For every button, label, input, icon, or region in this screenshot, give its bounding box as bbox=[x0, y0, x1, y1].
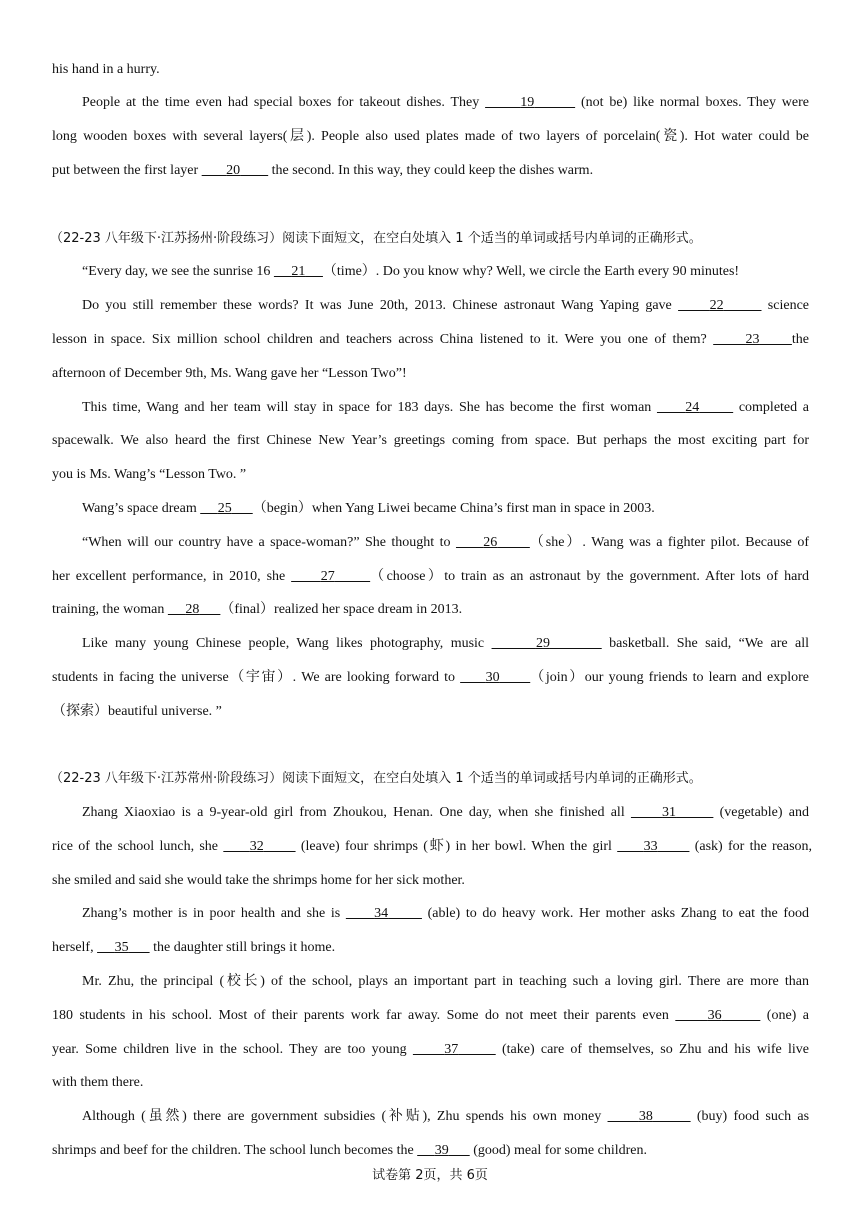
text-line: rice of the school lunch, she 32 (leave) four shrimps (虾) in her bowl. When the girl 33 (ask) for the reason, bbox=[52, 839, 813, 854]
text-line: 180 students in his school. Most of their parents work far away. Some do not meet their parents even 36 (one) a bbox=[52, 1008, 810, 1023]
text-line: his hand in a hurry. bbox=[52, 62, 160, 77]
blank-32: 32 bbox=[249, 839, 264, 854]
text-line: Mr. Zhu, the principal (校长) of the school, plays an important part in teaching such a loving girl. There are more than bbox=[82, 974, 809, 989]
text-line: her excellent performance, in 2010, she 27 （choose）to train as an astronaut by the government. After lots of hard bbox=[52, 569, 810, 584]
text-line: year. Some children live in the school. They are too young 37 (take) care of themselves, so Zhu and his wife live bbox=[52, 1042, 809, 1057]
text-line: students in facing the universe（宇宙）. We are looking forward to 30 （join）our young friends to learn and explore bbox=[52, 670, 809, 685]
text-line: Do you still remember these words? It was June 20th, 2013. Chinese astronaut Wang Yaping gave 22 science bbox=[82, 298, 810, 313]
blank-24: 24 bbox=[685, 400, 700, 415]
blank-26: 26 bbox=[483, 535, 498, 550]
blank-36: 36 bbox=[707, 1008, 722, 1023]
text-line: Wang’s space dream 25 （begin）when Yang Liwei became China’s first man in space in 2003. bbox=[82, 501, 655, 516]
text-line: shrimps and beef for the children. The school lunch becomes the 39 (good) meal for some children. bbox=[52, 1143, 647, 1158]
text-line: （探索）beautiful universe. ” bbox=[52, 704, 222, 719]
blank-27: 27 bbox=[320, 569, 335, 584]
section-heading: （22-23 八年级下·江苏扬州·阶段练习）阅读下面短文，在空白处填入 1 个适当的单词或括号内单词的正确形式。 bbox=[50, 231, 702, 246]
blank-37: 37 bbox=[444, 1042, 459, 1057]
text-line: People at the time even had special boxes for takeout dishes. They 19 (not be) like normal boxes. They were bbox=[82, 95, 810, 110]
blank-21: 21 bbox=[291, 264, 306, 279]
text-line: lesson in space. Six million school children and teachers across China listened to it. Were you one of them? 23 the bbox=[52, 332, 810, 347]
text-line: afternoon of December 9th, Ms. Wang gave her “Lesson Two”! bbox=[52, 366, 407, 381]
text-line: spacewalk. We also heard the first Chinese New Year’s greetings coming from space. But perhaps the most exciting part for bbox=[52, 433, 809, 448]
blank-29: 29 bbox=[535, 636, 550, 651]
blank-38: 38 bbox=[638, 1109, 653, 1124]
text-line: Zhang’s mother is in poor health and she is 34 (able) to do heavy work. Her mother asks Zhang to eat the food bbox=[82, 906, 810, 921]
blank-23: 23 bbox=[745, 332, 760, 347]
text-line: Zhang Xiaoxiao is a 9-year-old girl from Zhoukou, Henan. One day, when she finished all 31 (vegetable) and bbox=[82, 805, 809, 820]
text-line: Like many young Chinese people, Wang likes photography, music 29 basketball. She said, “We are all bbox=[82, 636, 810, 651]
blank-31: 31 bbox=[662, 805, 677, 820]
text-line: Although (虽然) there are government subsidies (补贴), Zhu spends his own money 38 (buy) food such as bbox=[82, 1109, 810, 1124]
blank-34: 34 bbox=[374, 906, 389, 921]
blank-20: 20 bbox=[226, 163, 241, 178]
blank-25: 25 bbox=[217, 501, 232, 516]
text-line: she smiled and said she would take the shrimps home for her sick mother. bbox=[52, 873, 465, 888]
text-line: training, the woman 28 （final）realized her space dream in 2013. bbox=[52, 602, 463, 617]
text-line: “When will our country have a space-woman?” She thought to 26 （she）. Wang was a fighter pilot. Because of bbox=[82, 535, 810, 550]
section-heading: （22-23 八年级下·江苏常州·阶段练习）阅读下面短文，在空白处填入 1 个适当的单词或括号内单词的正确形式。 bbox=[50, 771, 702, 786]
blank-35: 35 bbox=[114, 940, 129, 955]
text-line: long wooden boxes with several layers(层). People also used plates made of two layers of porcelain(瓷). Hot water could be bbox=[52, 129, 809, 144]
text-line: with them there. bbox=[52, 1075, 144, 1090]
blank-28: 28 bbox=[185, 602, 200, 617]
text-line: “Every day, we see the sunrise 16 21 （time）. Do you know why? Well, we circle the Earth every 90 minutes! bbox=[82, 264, 740, 279]
page-footer: 试卷第 2页，共 6页 bbox=[372, 1168, 488, 1183]
text-line: This time, Wang and her team will stay in space for 183 days. She has become the first woman 24 completed a bbox=[82, 400, 810, 415]
blank-22: 22 bbox=[709, 298, 724, 313]
blank-30: 30 bbox=[485, 670, 500, 685]
blank-33: 33 bbox=[643, 839, 658, 854]
text-line: herself, 35 the daughter still brings it home. bbox=[52, 940, 336, 955]
blank-19: 19 bbox=[520, 95, 535, 110]
text-line: you is Ms. Wang’s “Lesson Two. ” bbox=[52, 467, 247, 482]
text-line: put between the first layer 20 the second. In this way, they could keep the dishes warm. bbox=[52, 163, 594, 178]
blank-39: 39 bbox=[434, 1143, 449, 1158]
